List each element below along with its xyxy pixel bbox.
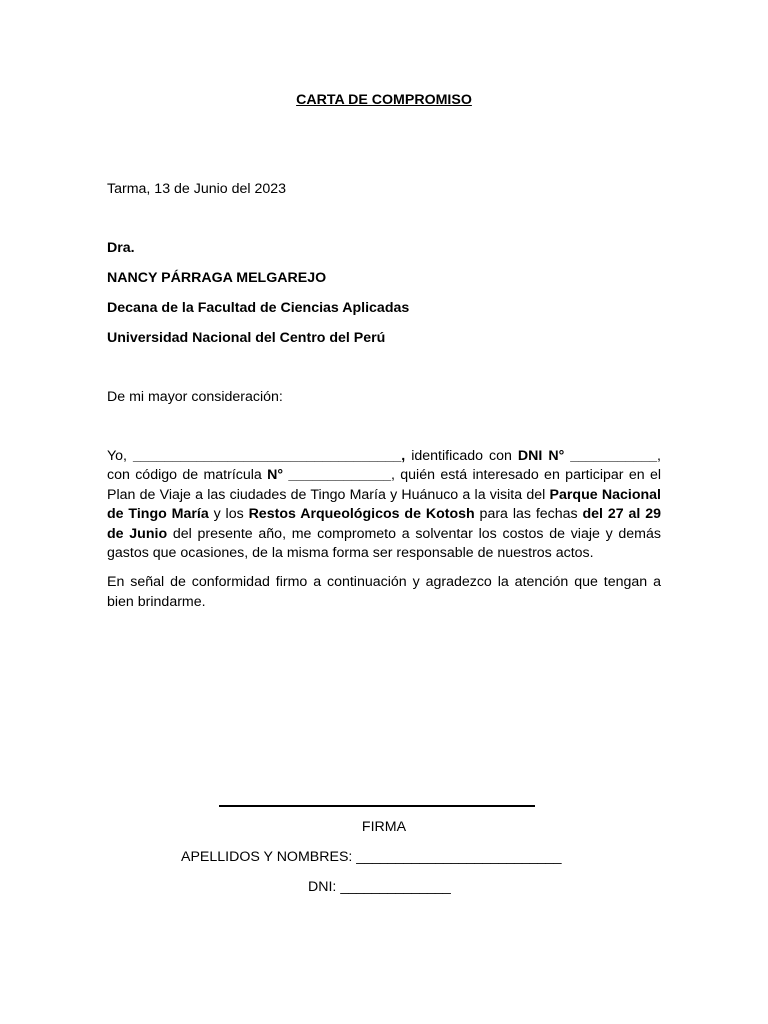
recipient-institution: Universidad Nacional del Centro del Perú — [107, 330, 386, 346]
closing-paragraph: En señal de conformidad firmo a continuación y agradezco la atención que tengan a bien brindarme. — [107, 574, 661, 610]
full-name-field: APELLIDOS Y NOMBRES: __________________________ — [181, 849, 562, 865]
text-segment: , quién está interesado en participar en el Plan de Viaje a las ciudades de Tingo María y Huánuco a la visita del — [107, 467, 662, 503]
dni-blank: DNI N° ___________ — [517, 448, 658, 464]
letter-body — [107, 447, 661, 612]
dni-field: DNI: ______________ — [308, 879, 451, 895]
text-segment: Yo, — [107, 448, 133, 464]
park-name: Parque Nacional de Tingo María — [107, 486, 661, 523]
recipient-block — [107, 239, 409, 359]
commitment-paragraph — [107, 447, 661, 563]
recipient-position: Decana de la Facultad de Ciencias Aplicadas — [107, 300, 410, 316]
text-segment: , con código de matrícula — [107, 448, 661, 484]
text-segment: para las fechas — [474, 506, 583, 523]
archaeological-site-name: Restos Arqueológicos de Kotosh — [248, 506, 475, 523]
enrollment-number-blank: N° _____________ — [267, 467, 391, 484]
name-blank: __________________________________, — [133, 448, 406, 464]
text-segment: y los — [208, 506, 249, 523]
signature-line — [219, 805, 535, 807]
text-segment: identificado con — [405, 448, 518, 464]
text-segment: del presente año, me comprometo a solventar los costos de viaje y demás gastos que ocasiones, de la misma forma ser responsable de nuestros actos. — [107, 525, 661, 562]
document-title: CARTA DE COMPROMISO — [296, 92, 472, 108]
trip-dates: del 27 al 29 de Junio — [107, 506, 661, 542]
letter-date: Tarma, 13 de Junio del 2023 — [107, 181, 287, 197]
signature-label: FIRMA — [361, 819, 407, 835]
recipient-name: NANCY PÁRRAGA MELGAREJO — [107, 270, 327, 286]
recipient-honorific: Dra. — [107, 240, 135, 256]
salutation: De mi mayor consideración: — [107, 389, 283, 405]
